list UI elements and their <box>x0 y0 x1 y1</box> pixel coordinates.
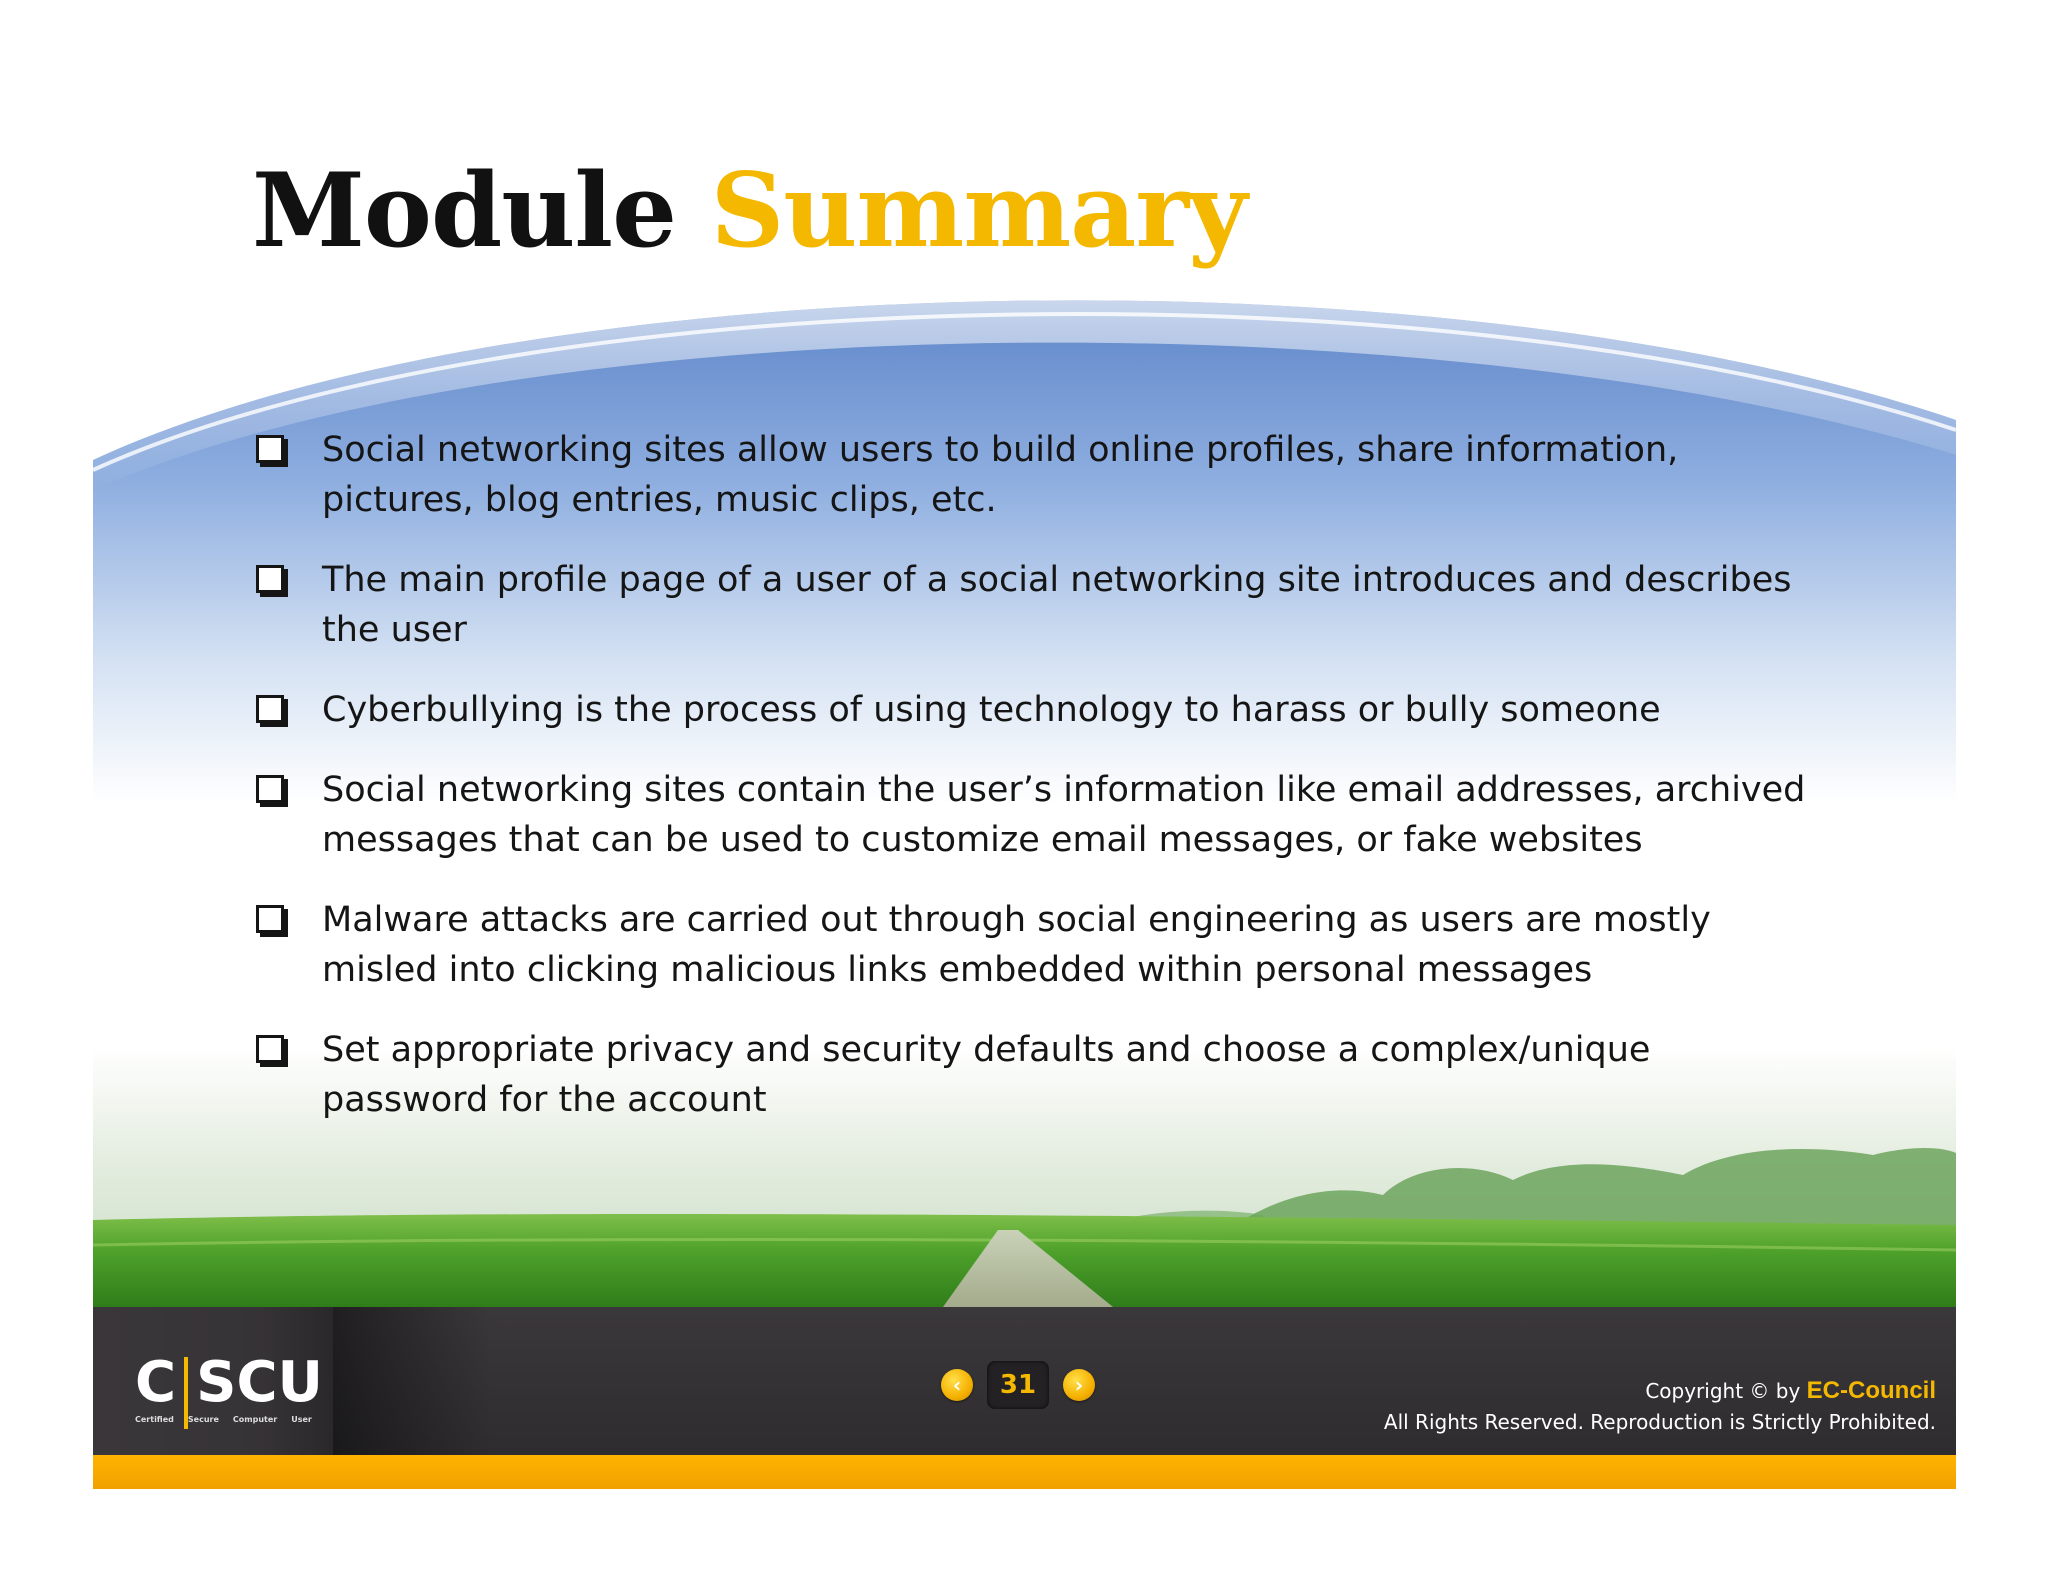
ec-council-brand: EC-Council <box>1806 1377 1936 1404</box>
logo-subtitle-word: Certified <box>135 1415 174 1424</box>
chevron-right-icon: › <box>1074 1373 1084 1397</box>
logo-letters-scu: SCU <box>196 1350 324 1415</box>
bullet-text: Cyberbullying is the process of using technology to harass or bully someone <box>322 690 1661 730</box>
list-item <box>252 555 1812 655</box>
list-item <box>252 425 1812 525</box>
bullet-text: Set appropriate privacy and security defaults and choose a complex/unique password for the account <box>322 1030 1651 1120</box>
copyright-prefix: Copyright © by <box>1645 1379 1801 1403</box>
logo-subtitle <box>135 1415 312 1424</box>
bullet-text: Social networking sites allow users to build online profiles, share information, pictures, blog entries, music clips, etc. <box>322 430 1679 520</box>
slide-title <box>252 151 1247 271</box>
copyright-notice <box>1384 1375 1936 1438</box>
logo-subtitle-word: Secure <box>187 1415 219 1424</box>
logo-letter-c: C <box>135 1350 177 1415</box>
rights-text: All Rights Reserved. Reproduction is Strictly Prohibited. <box>1383 1410 1936 1434</box>
title-word-summary: Summary <box>710 151 1247 271</box>
bullet-text: Social networking sites contain the user’s information like email addresses, archived messages that can be used to customize email messages, or fake websites <box>322 770 1806 860</box>
page-navigation <box>941 1361 1095 1409</box>
list-item <box>252 1025 1812 1125</box>
list-item <box>252 765 1812 865</box>
prev-page-button[interactable] <box>941 1369 973 1401</box>
checkbox-bullet-icon <box>256 435 284 463</box>
checkbox-bullet-icon <box>256 565 284 593</box>
summary-list <box>252 425 1812 1155</box>
logo-subtitle-word: User <box>291 1415 312 1424</box>
bullet-text: The main profile page of a user of a social networking site introduces and describes the user <box>322 560 1792 650</box>
logo-shadow <box>333 1307 493 1455</box>
list-item <box>252 895 1812 995</box>
checkbox-bullet-icon <box>256 695 284 723</box>
bullet-text: Malware attacks are carried out through social engineering as users are mostly misled into clicking malicious links embedded within personal messages <box>322 900 1711 990</box>
cscu-logo <box>93 1307 333 1455</box>
title-word-module: Module <box>252 151 677 271</box>
logo-letters <box>135 1347 323 1419</box>
checkbox-bullet-icon <box>256 905 284 933</box>
page-number: 31 <box>987 1361 1049 1409</box>
checkbox-bullet-icon <box>256 1035 284 1063</box>
logo-subtitle-word: Computer <box>232 1415 278 1424</box>
slide-footer <box>93 1307 1956 1455</box>
list-item <box>252 685 1812 735</box>
checkbox-bullet-icon <box>256 775 284 803</box>
chevron-left-icon: ‹ <box>952 1373 962 1397</box>
next-page-button[interactable] <box>1063 1369 1095 1401</box>
footer-accent-band <box>93 1455 1956 1489</box>
